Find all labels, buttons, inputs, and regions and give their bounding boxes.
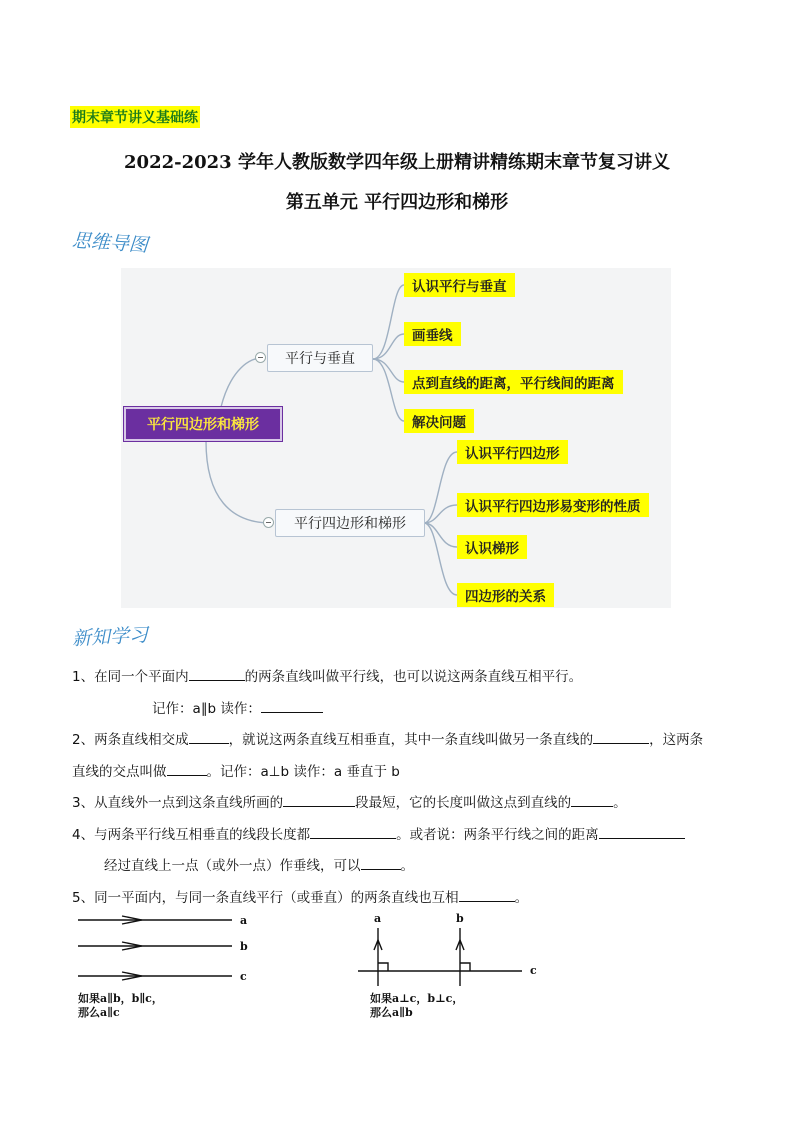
- title-line-2: 第五单元 平行四边形和梯形: [285, 192, 509, 213]
- leaf-node: 画垂线: [404, 322, 461, 346]
- header-tag: 期末章节讲义基础练: [70, 106, 200, 128]
- leaf-node: 四边形的关系: [457, 583, 554, 607]
- collapse-icon[interactable]: [263, 517, 274, 528]
- line-label-b: b: [240, 940, 248, 953]
- leaf-node: 认识梯形: [457, 535, 527, 559]
- leaf-node: 认识平行四边形易变形的性质: [457, 493, 649, 517]
- diagram-caption: 如果a⊥c，b⊥c，: [370, 992, 464, 1005]
- leaf-node: 点到直线的距离，平行线间的距离: [404, 370, 623, 394]
- blank[interactable]: [571, 792, 613, 807]
- mind-map-center-node: 平行四边形和梯形: [124, 407, 282, 441]
- leaf-node: 解决问题: [404, 409, 474, 433]
- blank[interactable]: [189, 666, 245, 681]
- point-3: 3、从直线外一点到这条直线所画的 段最短，它的长度叫做这点到直线的 。: [72, 791, 627, 811]
- blank[interactable]: [167, 761, 207, 776]
- diagram-caption: 那么a∥c: [78, 1006, 120, 1019]
- point-1-note: 记作：a∥b 读作：: [152, 697, 323, 717]
- title-line-1: 2022-2023 学年人教版数学四年级上册精讲精练期末章节复习讲义: [124, 152, 670, 173]
- blank[interactable]: [261, 698, 323, 713]
- diagram-caption: 那么a∥b: [370, 1006, 413, 1019]
- blank[interactable]: [599, 824, 685, 839]
- point-4-cont: 经过直线上一点（或外一点）作垂线，可以 。: [104, 854, 414, 874]
- line-label-c: c: [240, 970, 247, 983]
- blank[interactable]: [310, 824, 396, 839]
- branch-node-parallel-perpendicular: 平行与垂直: [267, 344, 373, 372]
- section-new-heading: 新知学习: [71, 624, 149, 650]
- point-4: 4、与两条平行线互相垂直的线段长度都 。或者说：两条平行线之间的距离: [72, 823, 685, 843]
- branch-node-parallelogram-trapezoid: 平行四边形和梯形: [275, 509, 425, 537]
- line-label-a: a: [240, 914, 248, 927]
- leaf-node: 认识平行与垂直: [404, 273, 515, 297]
- section-mindmap-heading: 思维导图: [71, 229, 149, 257]
- diagram-caption: 如果a∥b，b∥c，: [78, 992, 163, 1005]
- point-2: 2、两条直线相交成 ，就说这两条直线互相垂直，其中一条直线叫做另一条直线的 ，这两条: [72, 728, 703, 748]
- point-5: 5、同一平面内，与同一条直线平行（或垂直）的两条直线也互相 。: [72, 886, 528, 906]
- blank[interactable]: [189, 729, 229, 744]
- blank[interactable]: [283, 792, 355, 807]
- collapse-icon[interactable]: [255, 352, 266, 363]
- blank[interactable]: [361, 855, 401, 870]
- leaf-node: 认识平行四边形: [457, 440, 568, 464]
- blank[interactable]: [459, 887, 515, 902]
- point-1: 1、在同一个平面内 的两条直线叫做平行线，也可以说这两条直线互相平行。: [72, 665, 582, 685]
- line-label-b: b: [456, 912, 464, 925]
- point-2-cont: 直线的交点叫做 。记作：a⊥b 读作：a 垂直于 b: [72, 760, 400, 780]
- line-label-c: c: [530, 964, 537, 977]
- perpendicular-lines-diagram: [350, 920, 540, 990]
- line-label-a: a: [374, 912, 382, 925]
- blank[interactable]: [593, 729, 649, 744]
